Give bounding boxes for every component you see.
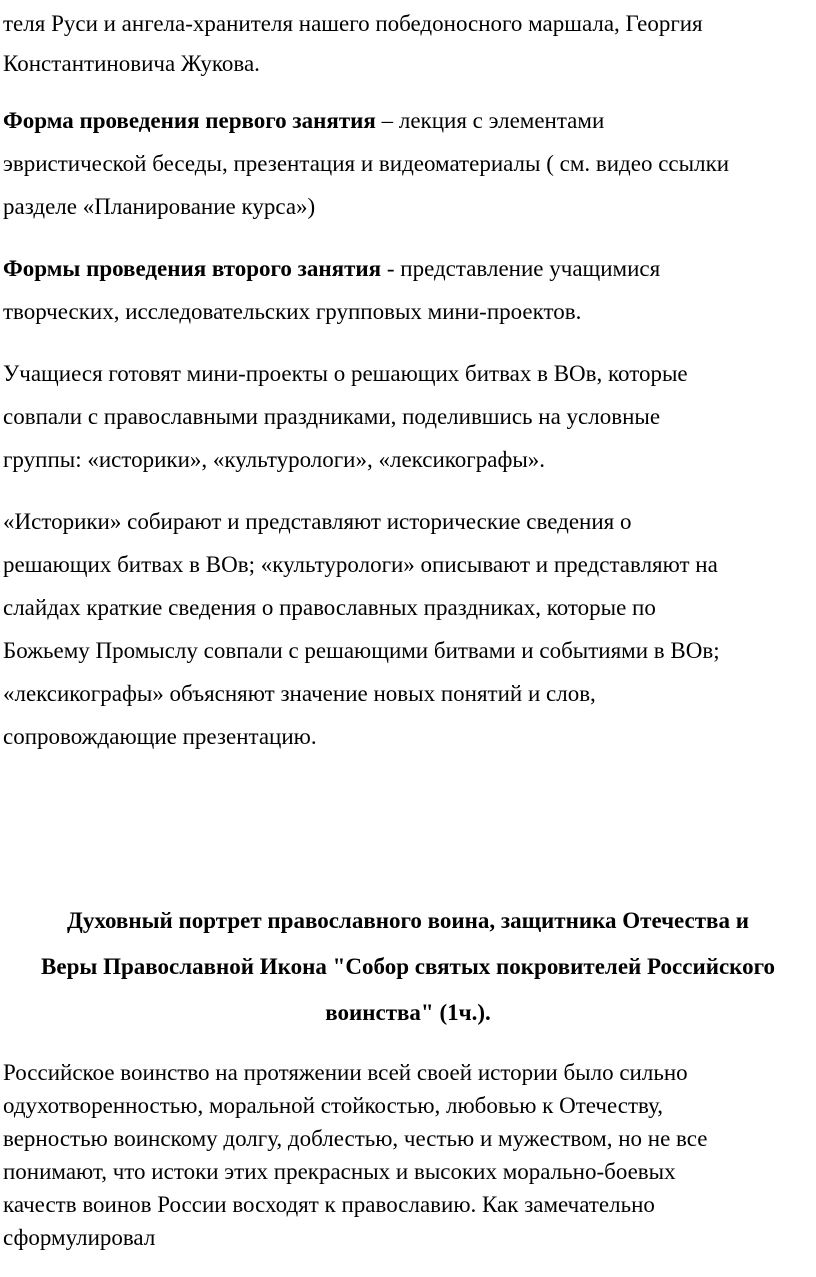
para6-line2: одухотворенностью, моральной стойкостью, любовью к Отечеству, xyxy=(3,1093,664,1118)
para6-line4: понимают, что истоки этих прекрасных и высоких морально-боевых xyxy=(3,1159,676,1184)
para3-bold-label: Формы проведения второго занятия xyxy=(3,256,382,281)
heading-line3: воинства" (1ч.). xyxy=(325,1000,491,1025)
para6-line1: Российское воинство на протяжении всей своей истории было сильно xyxy=(3,1060,688,1085)
para3-line2: творческих, исследовательских групповых мини-проектов. xyxy=(3,299,582,324)
para5-line4: Божьему Промыслу совпали с решающими битвами и событиями в ВОв; xyxy=(3,638,720,663)
para2-line3: разделе «Планирование курса») xyxy=(3,194,316,219)
para6-line3: верностью воинскому долгу, доблестью, честью и мужеством, но не все xyxy=(3,1126,708,1151)
para1-line2: Константиновича Жукова. xyxy=(3,51,260,76)
para2-line1-rest: – лекция с элементами xyxy=(375,108,605,133)
para5-line1: «Историки» собирают и представляют исторические сведения о xyxy=(3,509,632,534)
para6-line6: сформулировал xyxy=(3,1225,156,1250)
para4-line2: совпали с православными праздниками, поделившись на условные xyxy=(3,404,661,429)
para6-line5: качеств воинов России восходят к православию. Как замечательно xyxy=(3,1192,655,1217)
para5-line5: «лексикографы» объясняют значение новых понятий и слов, xyxy=(3,681,596,706)
para3-line1-rest: - представление учащимися xyxy=(381,256,661,281)
para5-line3: слайдах краткие сведения о православных праздниках, которые по xyxy=(3,595,656,620)
para4-line3: группы: «историки», «культурологи», «лексикографы». xyxy=(3,447,546,472)
para2-line2: эвристической беседы, презентация и видеоматериалы ( см. видео ссылки xyxy=(3,151,730,176)
para4-line1: Учащиеся готовят мини-проекты о решающих битвах в ВОв, которые xyxy=(3,361,688,386)
para5-line6: сопровождающие презентацию. xyxy=(3,724,317,749)
para5-line2: решающих битвах в ВОв; «культурологи» описывают и представляют на xyxy=(3,552,718,577)
para3-line1 xyxy=(3,255,660,283)
para2-line1 xyxy=(3,107,604,135)
heading-line1: Духовный портрет православного воина, защитника Отечества и xyxy=(67,908,749,933)
para2-bold-label: Форма проведения первого занятия xyxy=(3,108,376,133)
para1-line1: теля Руси и ангела-хранителя нашего победоносного маршала, Георгия xyxy=(3,11,703,36)
heading-line2: Веры Православной Икона "Собор святых покровителей Российского xyxy=(41,954,775,979)
